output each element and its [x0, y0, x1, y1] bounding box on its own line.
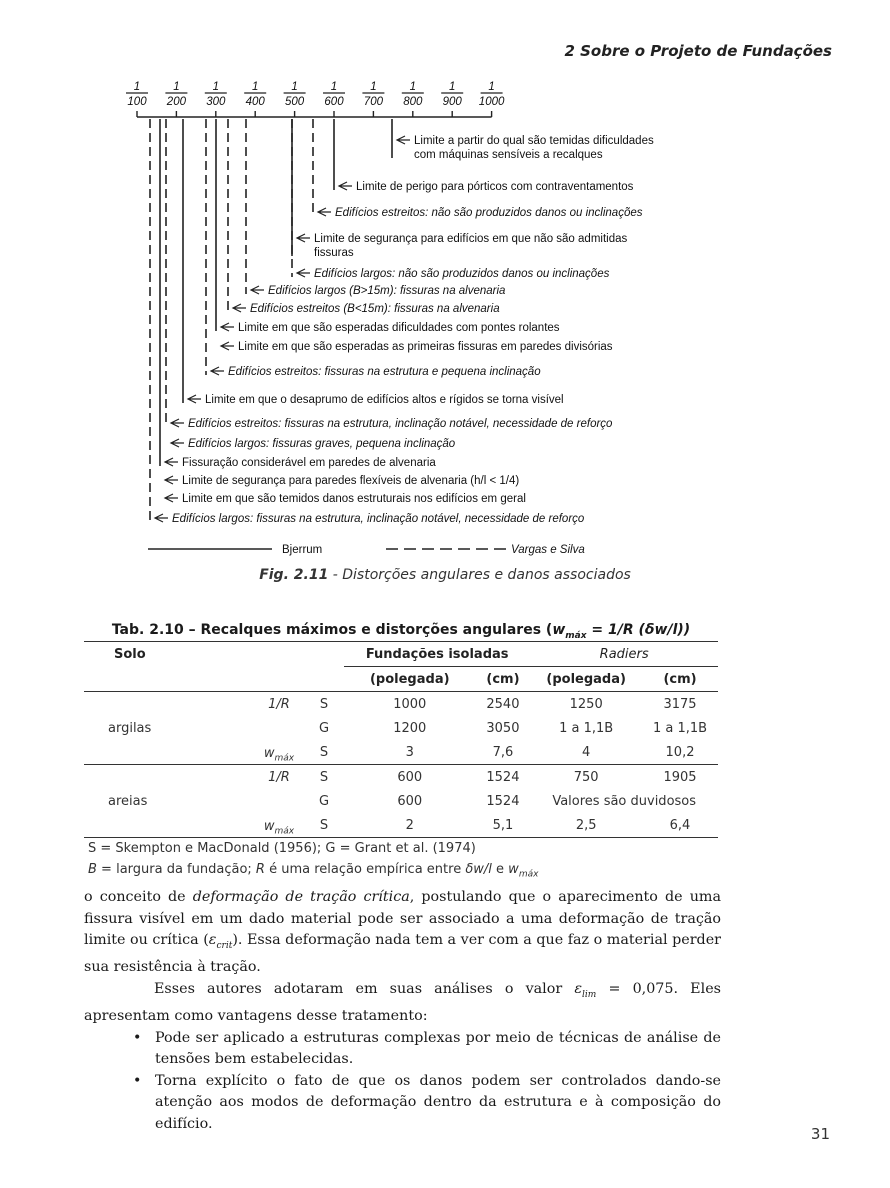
figure-caption-text: - Distorções angulares e danos associados [328, 567, 631, 583]
annotation-label: Limite de perigo para pórticos com contraventamentos [356, 181, 634, 193]
body-text [84, 887, 721, 1135]
scale-label-numerator: 1 [370, 81, 377, 93]
paragraph-1: o conceito de deformação de tração crítica, postulando que o aparecimento de uma fissura visível em um dado material pode ser associado a uma deformação de tração limite ou crítica $(\varepsilon_{crit})$. Essa deformação nada tem a ver com a que faz o material perder sua resistência à tração. [84, 889, 722, 976]
header-isolated-foundations: Fundações isoladas [344, 642, 530, 667]
advantages-list [84, 1028, 721, 1136]
table-row [84, 813, 718, 838]
value-cell: 1905 [663, 769, 697, 785]
scale-label-denominator: 800 [403, 96, 423, 108]
annotation-label: Limite de segurança para edifícios em que não são admitidas [314, 233, 628, 245]
value-cell: 1524 [486, 793, 520, 809]
figure-caption [0, 567, 890, 583]
arrow-icon [318, 208, 331, 216]
reference-cell: S [319, 696, 329, 712]
annotation-label: Edifícios estreitos: não são produzidos danos ou inclinações [335, 207, 643, 219]
subheader-in-2: (polegada) [546, 671, 626, 687]
scale-label-denominator: 500 [285, 96, 305, 108]
annotation-label-continued: fissuras [314, 247, 354, 259]
reference-cell: S [319, 769, 329, 785]
value-cell: 1 a 1,1B [652, 720, 708, 736]
table-title-prefix: Tab. 2.10 – Recalques máximos e distorções angulares ( [111, 622, 553, 638]
param-cell: $w_{máx}$ [263, 819, 295, 837]
annotation-label: Edifícios estreitos: fissuras na estrutura, inclinação notável, necessidade de reforço [188, 418, 613, 430]
scale-label-denominator: 200 [166, 96, 186, 108]
table-row [84, 765, 718, 790]
scale-label-denominator: 1000 [478, 96, 505, 108]
soil-cell [84, 765, 254, 790]
param-cell: 1/R [268, 769, 290, 785]
arrow-icon [251, 286, 264, 294]
header-radiers: Radiers [530, 642, 718, 667]
annotation-label-continued: com máquinas sensíveis a recalques [414, 149, 603, 161]
annotation-label: Limite a partir do qual são temidas dificuldades [414, 135, 654, 147]
scale-label-numerator: 1 [212, 81, 220, 93]
soil-cell [84, 813, 254, 838]
value-cell: 600 [397, 769, 423, 785]
legend-bjerrum-label: Bjerrum [282, 544, 323, 556]
soil-cell [84, 692, 254, 717]
scale-label-numerator: 1 [133, 81, 141, 93]
table-notes [88, 838, 538, 886]
value-cell: 3175 [663, 696, 697, 712]
list-item: • Pode ser aplicado a estruturas complexas por meio de técnicas de análise de tensões bem estabelecidas. [155, 1028, 721, 1071]
arrow-icon [211, 367, 224, 375]
value-cell: 750 [573, 769, 599, 785]
table-note-references: S = Skempton e MacDonald (1956); G = Grant et al. (1974) [88, 841, 476, 856]
arrow-icon [221, 342, 234, 350]
value-cell: 2,5 [575, 817, 597, 833]
scale-label-numerator: 1 [409, 81, 417, 93]
subheader-cm-2: (cm) [663, 671, 697, 687]
arrow-icon [171, 419, 184, 427]
table-title-suffix: = 1/R (δw/l)) [586, 622, 691, 638]
value-cell: 1000 [393, 696, 427, 712]
scale-label-denominator: 600 [324, 96, 344, 108]
value-cell: 3050 [486, 720, 520, 736]
legend-vargas-silva-label: Vargas e Silva [511, 544, 585, 556]
scale-label-denominator: 400 [245, 96, 265, 108]
table-row [84, 716, 718, 740]
param-cell: 1/R [268, 696, 290, 712]
arrow-icon [155, 514, 168, 522]
value-cell: 1524 [486, 769, 520, 785]
scale-label-numerator: 1 [488, 81, 495, 93]
table-title-w: w [552, 622, 566, 638]
soil-cell: argilas [108, 720, 152, 736]
table-row [84, 740, 718, 765]
arrow-icon [188, 395, 201, 403]
arrow-icon [171, 439, 184, 447]
figure-caption-number: Fig. 2.11 [259, 567, 329, 583]
annotation-label: Limite de segurança para paredes flexíveis de alvenaria (h/l < 1/4) [182, 475, 520, 487]
scale-label-numerator: 1 [251, 81, 259, 93]
running-head: 2 Sobre o Projeto de Fundações [564, 42, 832, 60]
value-cell: 3 [405, 744, 414, 760]
annotation-label: Limite em que são esperadas as primeiras fissuras em paredes divisórias [238, 341, 613, 353]
annotation-label: Edifícios estreitos (B<15m): fissuras na alvenaria [250, 303, 500, 315]
arrow-icon [297, 234, 310, 242]
annotation-label: Limite em que são esperadas dificuldades com pontes rolantes [238, 322, 560, 334]
value-cell: 1200 [393, 720, 427, 736]
scale-label-denominator: 300 [206, 96, 226, 108]
settlement-table [84, 641, 718, 838]
value-cell: 6,4 [669, 817, 691, 833]
header-solo: Solo [114, 646, 146, 662]
arrow-icon [165, 458, 178, 466]
scale-label-numerator: 1 [448, 81, 456, 93]
table-row [84, 789, 718, 813]
annotation-label: Edifícios largos (B>15m): fissuras na alvenaria [268, 285, 506, 297]
annotation-label: Limite em que são temidos danos estruturais nos edifícios em geral [182, 493, 526, 505]
scale-label-numerator: 1 [173, 81, 180, 93]
param-cell: $w_{máx}$ [263, 746, 295, 764]
value-cell: Valores são duvidosos [552, 793, 697, 809]
subheader-in-1: (polegada) [369, 671, 450, 687]
value-cell: 10,2 [665, 744, 695, 760]
arrow-icon [165, 476, 178, 484]
arrow-icon [297, 269, 310, 277]
arrow-icon [165, 494, 178, 502]
value-cell: 2 [405, 817, 414, 833]
reference-cell: G [318, 720, 330, 736]
table-title [84, 622, 718, 641]
reference-cell: G [318, 793, 330, 809]
value-cell: 5,1 [492, 817, 514, 833]
arrow-icon [397, 136, 410, 144]
scale-label-numerator: 1 [291, 81, 298, 93]
scale-label-denominator: 900 [442, 96, 462, 108]
page-number: 31 [810, 1125, 830, 1143]
soil-cell: areias [108, 793, 148, 809]
param-cell [254, 716, 304, 740]
reference-cell: S [319, 744, 329, 760]
arrow-icon [233, 304, 246, 312]
annotation-label: Edifícios largos: fissuras graves, pequena inclinação [188, 438, 456, 450]
table-note-definitions: B = largura da fundação; R é uma relação empírica entre δw/l e $w_{máx}$ [88, 862, 539, 880]
paragraph-2: Esses autores adotaram em suas análises o valor $\varepsilon_{lim} = 0,075$. Eles apresentam como vantagens desse tratamento: [84, 980, 721, 1025]
arrow-icon [339, 182, 352, 190]
scale-label-denominator: 100 [127, 96, 147, 108]
annotation-label: Edifícios largos: não são produzidos danos ou inclinações [314, 268, 610, 280]
reference-cell: S [319, 817, 329, 833]
annotation-label: Limite em que o desaprumo de edifícios altos e rígidos se torna visível [205, 394, 564, 406]
value-cell: 600 [397, 793, 423, 809]
soil-cell [84, 740, 254, 765]
scale-label-numerator: 1 [330, 81, 338, 93]
value-cell: 7,6 [492, 744, 514, 760]
value-cell: 1 a 1,1B [559, 720, 614, 736]
annotation-label: Edifícios estreitos: fissuras na estrutura e pequena inclinação [228, 366, 541, 378]
subheader-cm-1: (cm) [486, 671, 520, 687]
arrow-icon [221, 323, 234, 331]
list-item: • Torna explícito o fato de que os danos podem ser controlados dando-se atenção aos modos de deformação dentro da estrutura e à composição do edifício. [155, 1071, 721, 1136]
value-cell: 4 [582, 744, 591, 760]
table-row [84, 692, 718, 717]
param-cell [254, 789, 304, 813]
annotation-label: Edifícios largos: fissuras na estrutura, inclinação notável, necessidade de reforço [172, 513, 585, 525]
value-cell: 2540 [486, 696, 520, 712]
scale-label-denominator: 700 [363, 96, 383, 108]
value-cell: 1250 [569, 696, 603, 712]
annotation-label: Fissuração considerável em paredes de alvenaria [182, 457, 436, 469]
table-title-sub: máx [565, 630, 587, 641]
